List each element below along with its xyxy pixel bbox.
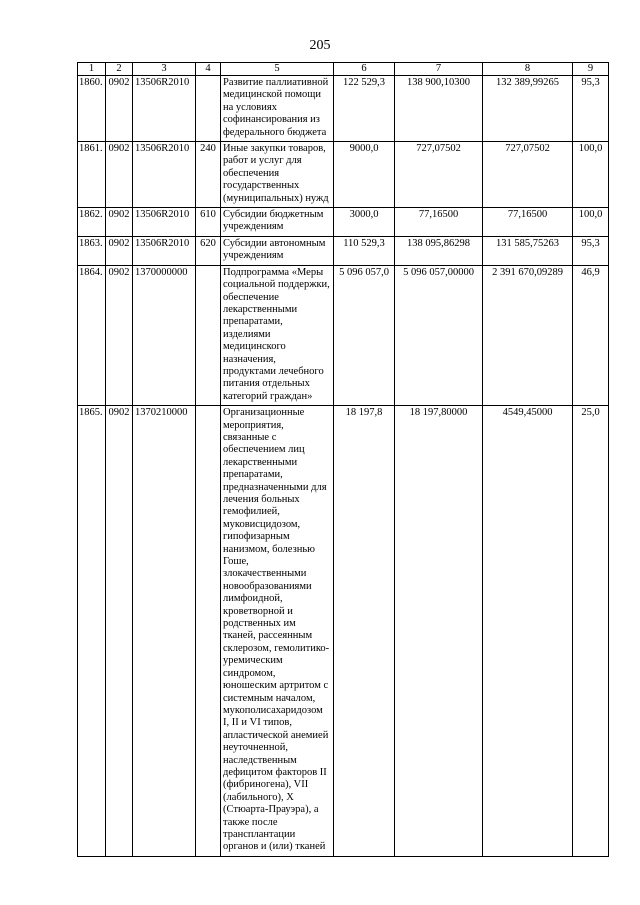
table-row <box>78 236 609 265</box>
item-name: Организационные мероприятия, связанные с обеспечением лиц лекарственными препаратами, предназначенными для лечения больных гемофилией, муковисцидозом, гипофизарным нанизмом, болезнью Гоше, злокачественными новообразованиями лимфоидной, кроветворной и родственных им тканей, рассеянным склерозом, гемолитико-уремическим синдромом, юношеским артритом с системным началом, мукополисахаридозом I, II и VI типов, апластической анемией неуточненной, наследственным дефицитом факторов II (фибриногена), VII (лабильного), X (Стюарта-Прауэра), а также после трансплантации органов и (или) тканей <box>221 406 334 857</box>
expense-type <box>196 76 221 142</box>
percent-executed: 95,3 <box>573 76 609 142</box>
refined-amount: 727,07502 <box>395 142 483 208</box>
item-name: Подпрограмма «Меры социальной поддержки, обеспечение лекарственными препаратами, изделиями медицинского назначения, продуктами лечебного питания отдельных категорий граждан» <box>221 265 334 405</box>
row-number: 1861. <box>78 142 106 208</box>
target-code: 13506R2010 <box>133 142 196 208</box>
executed-amount: 131 585,75263 <box>483 236 573 265</box>
target-code: 13506R2010 <box>133 236 196 265</box>
table-row <box>78 406 609 857</box>
expense-type: 240 <box>196 142 221 208</box>
target-code: 1370210000 <box>133 406 196 857</box>
row-number: 1863. <box>78 236 106 265</box>
page-number: 205 <box>309 38 331 53</box>
item-name: Иные закупки товаров, работ и услуг для обеспечения государственных (муниципальных) нужд <box>221 142 334 208</box>
refined-amount: 138 095,86298 <box>395 236 483 265</box>
expense-type: 610 <box>196 208 221 237</box>
item-name: Субсидии бюджетным учреждениям <box>221 208 334 237</box>
plan-amount: 122 529,3 <box>334 76 395 142</box>
expense-type <box>196 406 221 857</box>
header-cell: 3 <box>133 63 196 76</box>
refined-amount: 77,16500 <box>395 208 483 237</box>
row-number: 1862. <box>78 208 106 237</box>
item-name: Субсидии автономным учреждениям <box>221 236 334 265</box>
section-code: 0902 <box>106 406 133 857</box>
refined-amount: 138 900,10300 <box>395 76 483 142</box>
section-code: 0902 <box>106 142 133 208</box>
table-row <box>78 265 609 405</box>
row-number: 1865. <box>78 406 106 857</box>
executed-amount: 4549,45000 <box>483 406 573 857</box>
header-cell: 2 <box>106 63 133 76</box>
target-code: 13506R2010 <box>133 208 196 237</box>
header-cell: 8 <box>483 63 573 76</box>
target-code: 13506R2010 <box>133 76 196 142</box>
plan-amount: 9000,0 <box>334 142 395 208</box>
budget-table <box>77 62 609 857</box>
percent-executed: 100,0 <box>573 142 609 208</box>
header-row <box>78 63 609 76</box>
expense-type <box>196 265 221 405</box>
percent-executed: 95,3 <box>573 236 609 265</box>
row-number: 1860. <box>78 76 106 142</box>
plan-amount: 110 529,3 <box>334 236 395 265</box>
table-row <box>78 142 609 208</box>
header-cell: 7 <box>395 63 483 76</box>
executed-amount: 727,07502 <box>483 142 573 208</box>
header-cell: 1 <box>78 63 106 76</box>
section-code: 0902 <box>106 265 133 405</box>
executed-amount: 2 391 670,09289 <box>483 265 573 405</box>
refined-amount: 18 197,80000 <box>395 406 483 857</box>
header-cell: 4 <box>196 63 221 76</box>
plan-amount: 18 197,8 <box>334 406 395 857</box>
plan-amount: 3000,0 <box>334 208 395 237</box>
section-code: 0902 <box>106 208 133 237</box>
executed-amount: 132 389,99265 <box>483 76 573 142</box>
percent-executed: 46,9 <box>573 265 609 405</box>
executed-amount: 77,16500 <box>483 208 573 237</box>
expense-type: 620 <box>196 236 221 265</box>
table-row <box>78 208 609 237</box>
section-code: 0902 <box>106 236 133 265</box>
header-cell: 9 <box>573 63 609 76</box>
table-row <box>78 76 609 142</box>
row-number: 1864. <box>78 265 106 405</box>
item-name: Развитие паллиативной медицинской помощи на условиях софинансирования из федерального бюджета <box>221 76 334 142</box>
target-code: 1370000000 <box>133 265 196 405</box>
percent-executed: 100,0 <box>573 208 609 237</box>
header-cell: 5 <box>221 63 334 76</box>
section-code: 0902 <box>106 76 133 142</box>
refined-amount: 5 096 057,00000 <box>395 265 483 405</box>
plan-amount: 5 096 057,0 <box>334 265 395 405</box>
header-cell: 6 <box>334 63 395 76</box>
percent-executed: 25,0 <box>573 406 609 857</box>
